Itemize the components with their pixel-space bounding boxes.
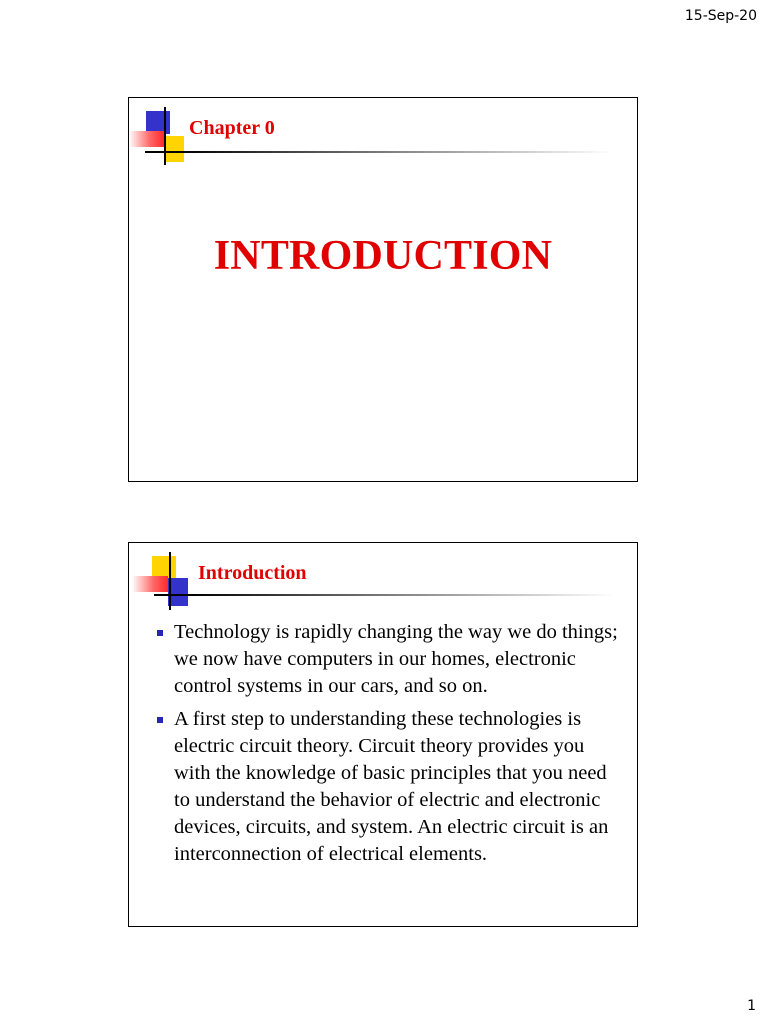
square-bullet-icon (157, 717, 163, 723)
horizontal-line (145, 151, 613, 153)
slide-2 (128, 542, 638, 927)
chapter-label: Chapter 0 (189, 117, 275, 139)
bullet-item (154, 706, 624, 868)
horizontal-line (154, 594, 614, 596)
bullet-list (154, 619, 624, 874)
slide-1 (128, 97, 638, 482)
square-bullet-icon (157, 630, 163, 636)
header-date: 15-Sep-20 (684, 8, 757, 24)
vertical-line (169, 552, 171, 610)
red-square (132, 576, 168, 592)
red-square (129, 131, 164, 147)
yellow-square (164, 136, 184, 162)
bullet-text: Technology is rapidly changing the way we do things; we now have computers in our homes, electronic control systems in our cars, and so on. (174, 621, 618, 697)
bullet-item (154, 619, 624, 700)
slide-title: INTRODUCTION (213, 233, 553, 279)
page-number: 1 (747, 998, 756, 1014)
vertical-line (164, 107, 166, 165)
blue-square (168, 578, 188, 606)
bullet-text: A first step to understanding these technologies is electric circuit theory. Circuit theory provides you with the knowledge of basic principles that you need to understand the behavior of electric and electronic devices, circuits, and system. An electric circuit is an interconnection of electrical elements. (174, 708, 609, 865)
section-title: Introduction (198, 562, 307, 584)
